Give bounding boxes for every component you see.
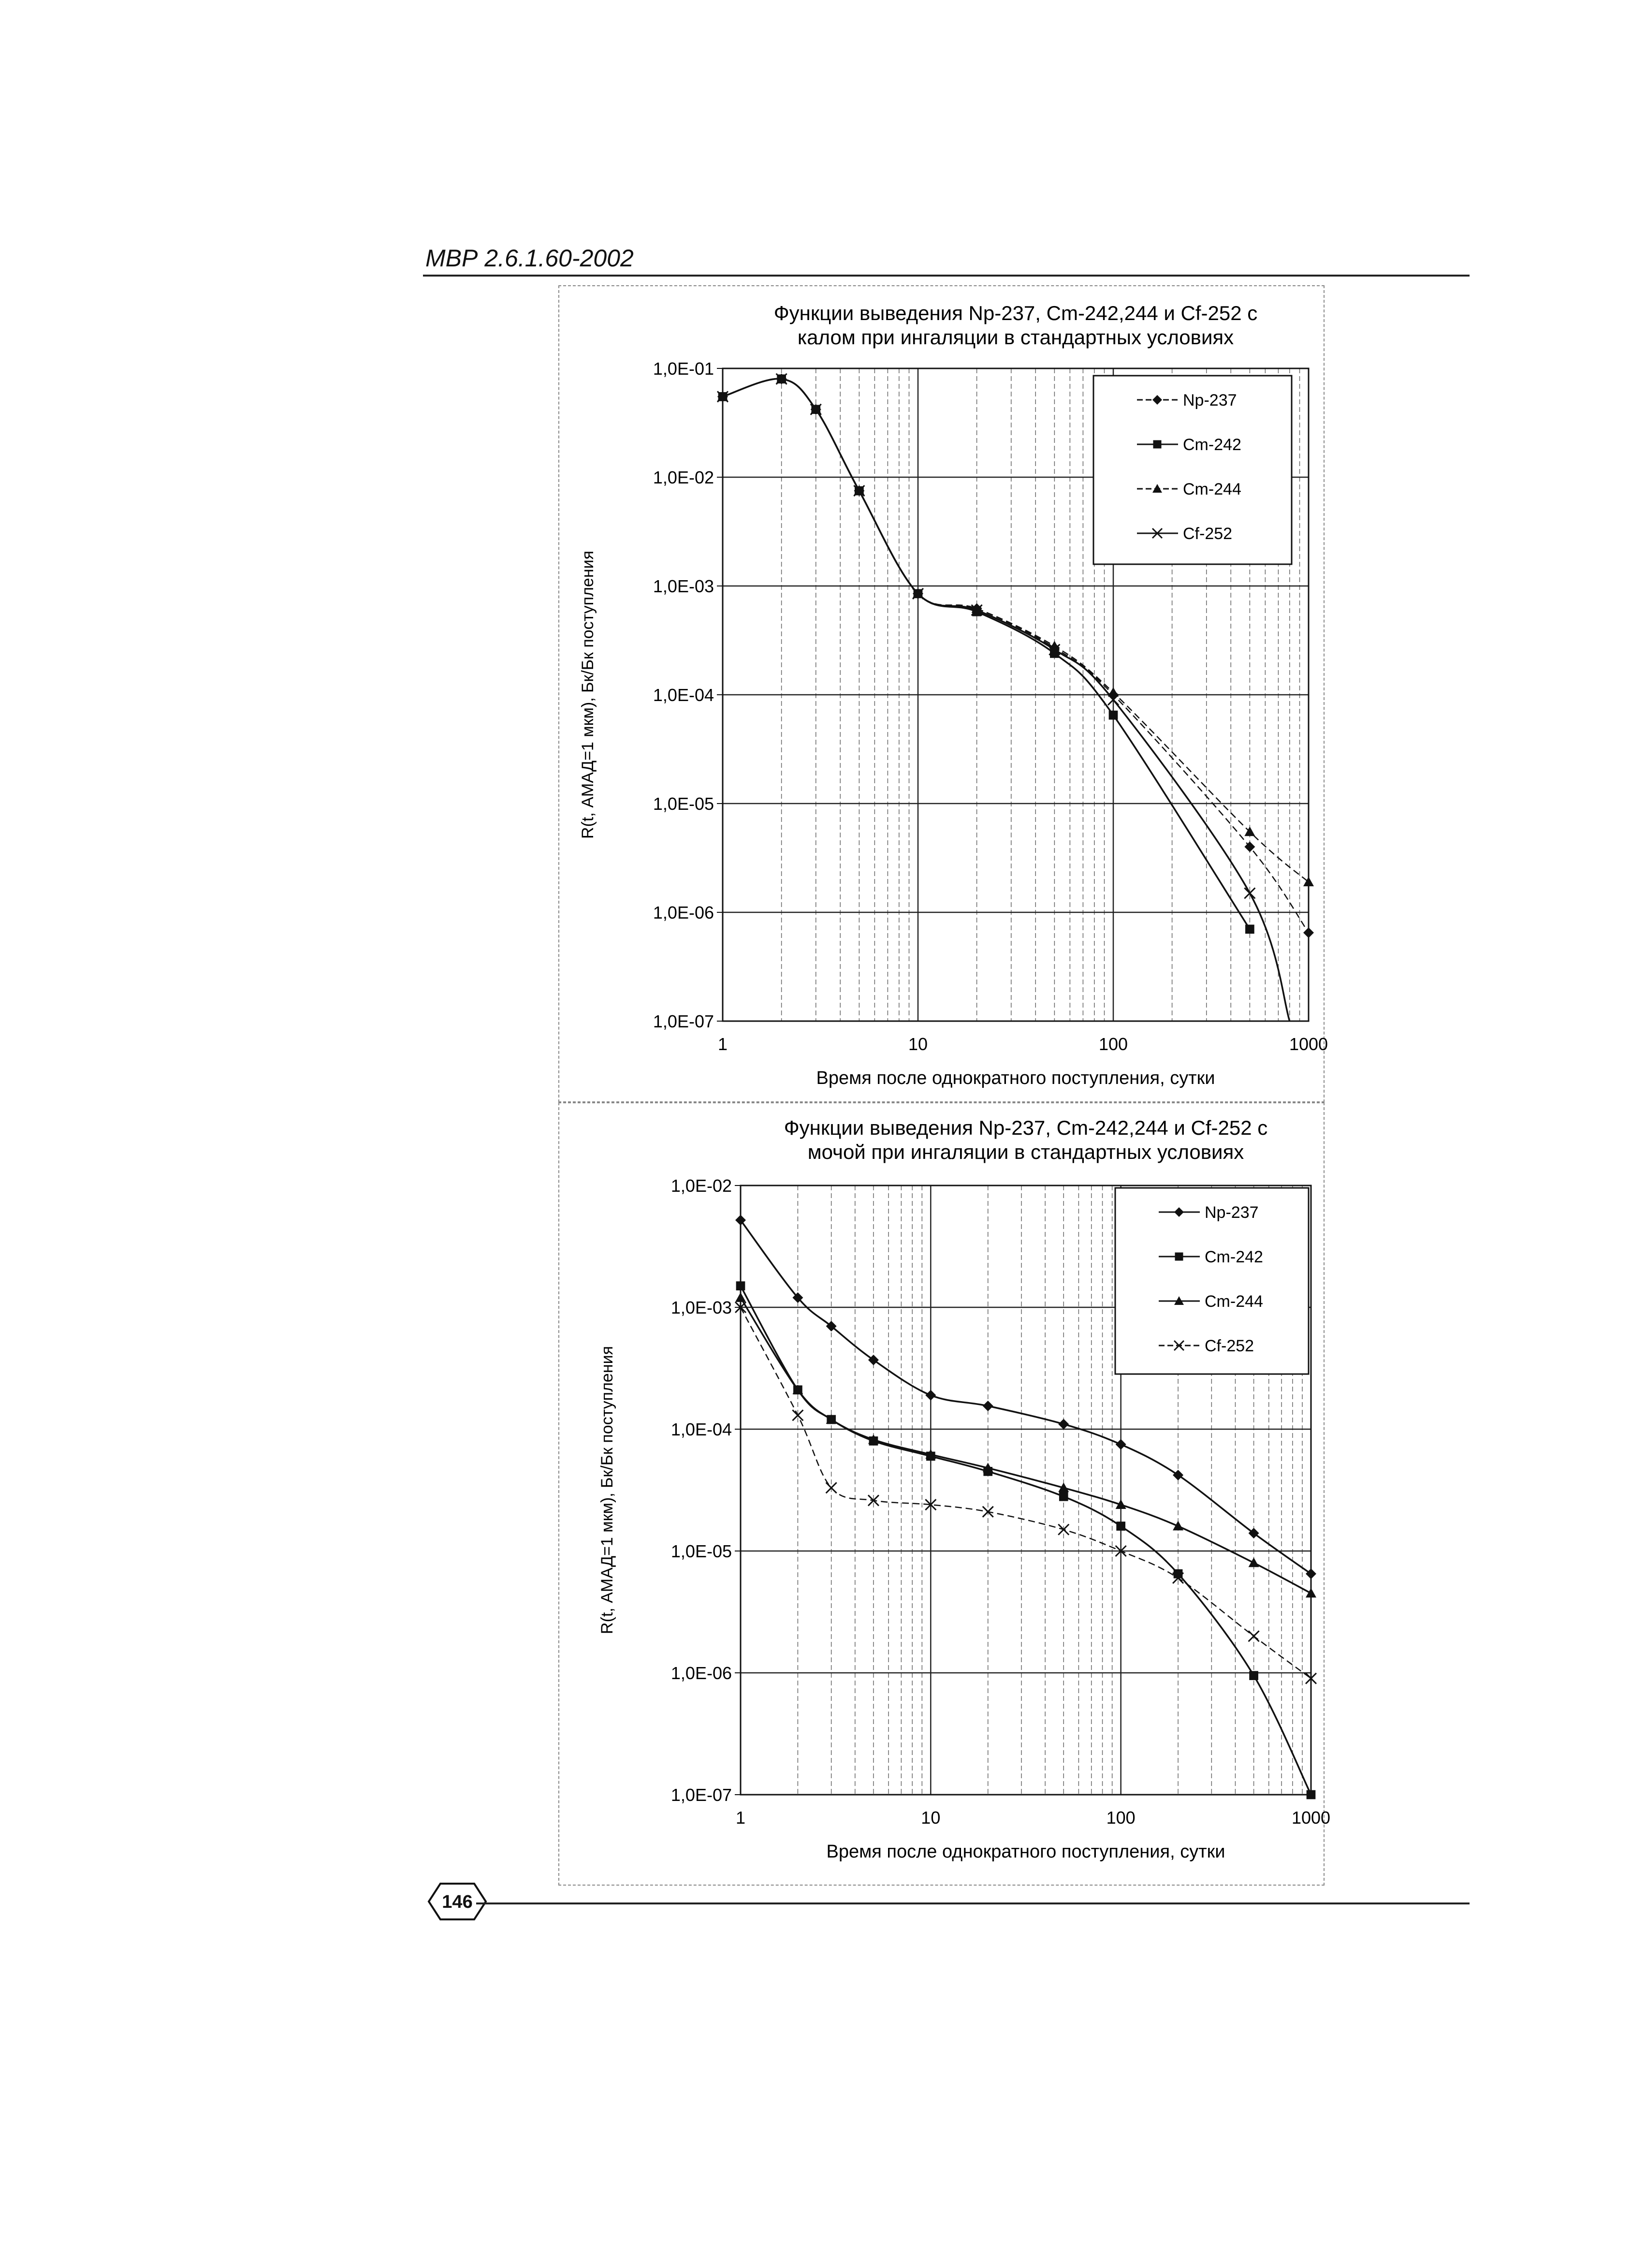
data-point-cm-242 <box>1307 1790 1316 1800</box>
page-number: 146 <box>442 1892 473 1912</box>
x-tick-label: 10 <box>921 1808 941 1828</box>
x-tick-label: 1 <box>717 1034 728 1054</box>
legend-label-cm-244: Cm-244 <box>1205 1292 1263 1311</box>
data-point-cm-242 <box>1059 1492 1068 1501</box>
y-tick-label: 1,0E-02 <box>653 468 714 487</box>
y-tick-label: 1,0E-05 <box>670 1541 732 1561</box>
legend-label-np-237: Np-237 <box>1205 1203 1259 1222</box>
data-point-np-237 <box>1173 1470 1183 1480</box>
chart-title-line: Функции выведения Np-237, Cm-242,244 и Cf-252 с <box>784 1116 1268 1139</box>
legend-label-cm-244: Cm-244 <box>1183 480 1241 498</box>
legend-marker-cm-242 <box>1175 1253 1183 1261</box>
data-point-cm-242 <box>1174 1569 1183 1579</box>
header-rule <box>423 275 1470 277</box>
y-tick-label: 1,0E-06 <box>670 1663 732 1683</box>
data-point-cm-244 <box>1173 1521 1183 1531</box>
legend-label-cm-242: Cm-242 <box>1183 436 1241 454</box>
legend <box>1115 1188 1309 1374</box>
chart-feces-excretion <box>559 286 1328 1103</box>
chart-title-line: Функции выведения Np-237, Cm-242,244 и Cf-252 с <box>773 302 1258 324</box>
data-point-cf-252 <box>983 1507 993 1517</box>
data-point-np-237 <box>1306 1568 1316 1579</box>
data-point-cm-242 <box>1116 1522 1125 1531</box>
x-tick-label: 1 <box>735 1808 746 1828</box>
y-tick-label: 1,0E-07 <box>653 1011 714 1031</box>
data-point-cm-242 <box>736 1281 745 1290</box>
y-axis-label: R(t, АМАД=1 мкм), Бк/Бк поступления <box>598 1346 616 1634</box>
y-tick-label: 1,0E-02 <box>670 1176 732 1196</box>
chart-frame-feces <box>558 285 1328 1102</box>
chart-frame-urine <box>558 1102 1331 1886</box>
data-point-np-237 <box>925 1390 936 1401</box>
data-point-cf-252 <box>1249 1631 1259 1641</box>
legend-label-cf-252: Cf-252 <box>1183 525 1233 543</box>
y-tick-label: 1,0E-03 <box>653 576 714 596</box>
data-point-cf-252 <box>1058 1524 1069 1535</box>
legend-marker-cm-242 <box>1153 440 1162 449</box>
x-tick-label: 10 <box>908 1034 928 1054</box>
y-tick-label: 1,0E-04 <box>670 1419 732 1439</box>
data-point-cm-242 <box>1109 711 1118 720</box>
y-tick-label: 1,0E-07 <box>670 1785 732 1805</box>
x-tick-label: 1000 <box>1291 1808 1331 1828</box>
y-tick-label: 1,0E-05 <box>653 794 714 814</box>
data-point-cm-244 <box>1303 877 1314 886</box>
y-tick-label: 1,0E-04 <box>653 685 714 705</box>
x-axis-label: Время после однократного поступления, сутки <box>826 1842 1225 1862</box>
y-axis-label: R(t, АМАД=1 мкм), Бк/Бк поступления <box>579 551 597 839</box>
data-point-cm-242 <box>1245 925 1254 934</box>
y-tick-label: 1,0E-06 <box>653 903 714 922</box>
data-point-cm-244 <box>1306 1588 1316 1597</box>
legend-label-cf-252: Cf-252 <box>1205 1337 1254 1355</box>
chart-title-line: мочой при ингаляции в стандартных условиях <box>807 1141 1244 1163</box>
legend-label-cm-242: Cm-242 <box>1205 1248 1263 1266</box>
x-tick-label: 100 <box>1106 1808 1136 1828</box>
chart-title-line: калом при ингаляции в стандартных условиях <box>797 326 1234 349</box>
data-point-cm-242 <box>1249 1671 1258 1680</box>
data-point-np-237 <box>1303 927 1314 938</box>
data-point-np-237 <box>868 1355 879 1365</box>
y-tick-label: 1,0E-03 <box>670 1298 732 1317</box>
x-tick-label: 100 <box>1098 1034 1128 1054</box>
legend <box>1093 376 1292 564</box>
x-tick-label: 1000 <box>1289 1034 1328 1054</box>
footer-rule <box>476 1902 1470 1904</box>
data-point-np-237 <box>1116 1439 1126 1449</box>
chart-urine-excretion <box>559 1103 1331 1887</box>
data-point-np-237 <box>983 1401 993 1411</box>
x-axis-label: Время после однократного поступления, сутки <box>816 1068 1215 1088</box>
legend-label-np-237: Np-237 <box>1183 391 1237 410</box>
document-header-title: МВР 2.6.1.60-2002 <box>425 245 634 272</box>
y-tick-label: 1,0E-01 <box>653 359 714 379</box>
data-point-np-237 <box>1058 1419 1069 1430</box>
data-point-cm-244 <box>1249 1557 1259 1567</box>
